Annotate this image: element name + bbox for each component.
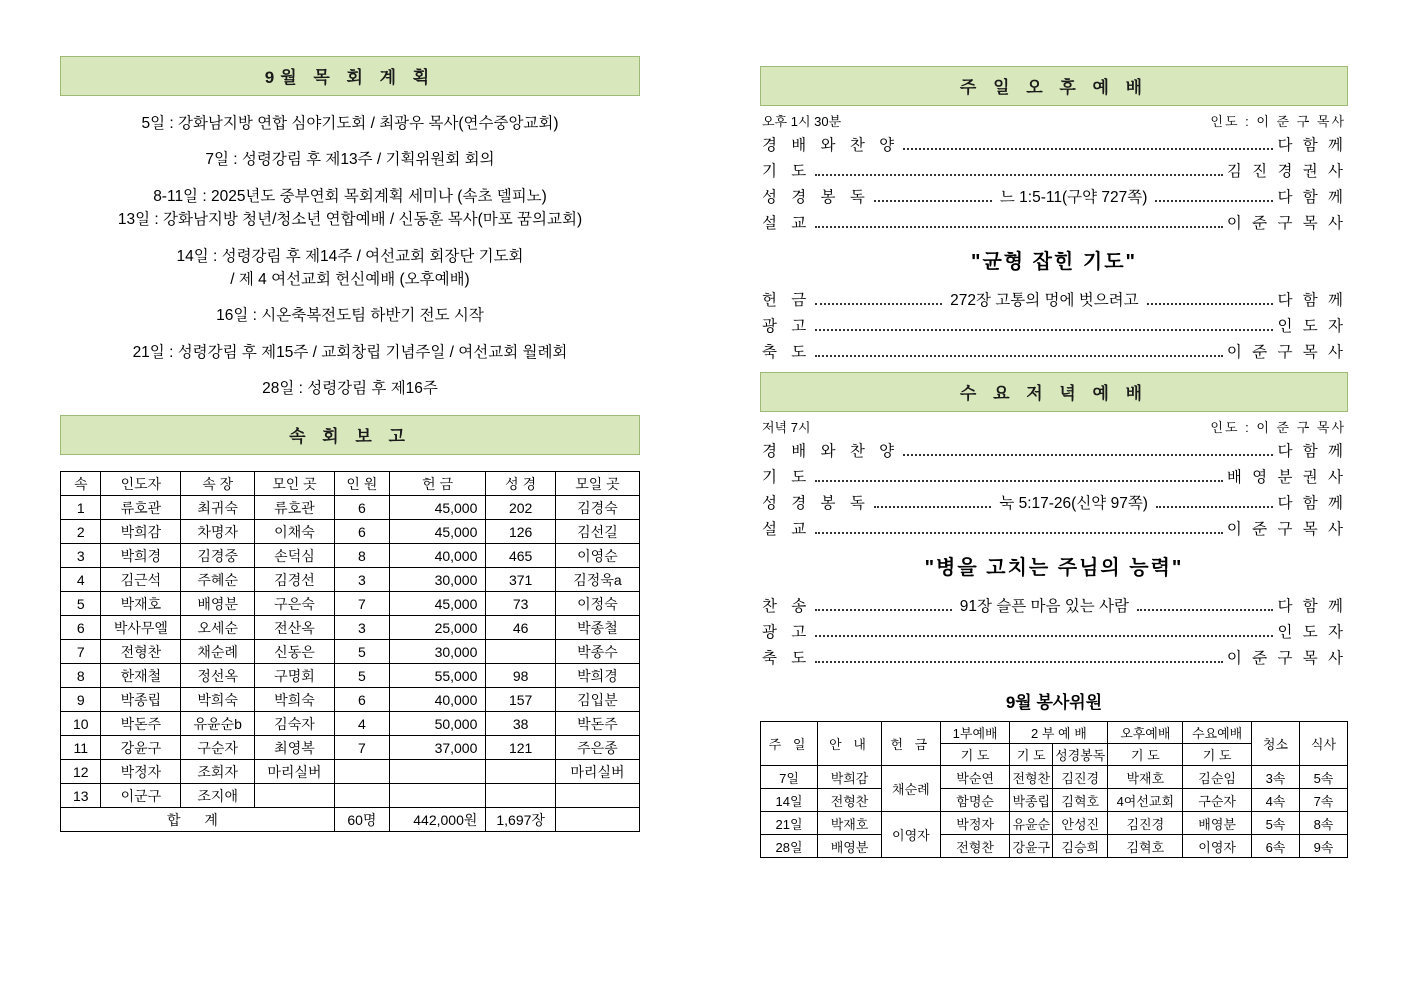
cell-offering: 25,000: [389, 616, 486, 640]
order-value: 이 준 구 목 사: [1226, 650, 1346, 667]
cell-next-place: 김선길: [555, 520, 639, 544]
cell-attendance: 6: [334, 688, 389, 712]
table-row: [61, 736, 640, 760]
cell-bible: 126: [486, 520, 556, 544]
col-second-prayer: 기 도: [1010, 744, 1053, 766]
sunday-service-time: 오후 1시 30분: [762, 114, 842, 129]
vol-afternoon: 4여선교회: [1108, 789, 1183, 812]
cell-no: 5: [61, 592, 101, 616]
plan-item: 7일 : 성령강림 후 제13주 / 기획위원회 회의: [205, 151, 495, 169]
cell-next-place: 마리실버: [555, 760, 639, 784]
order-value: 김 진 경 권 사: [1226, 163, 1346, 180]
order-line: [760, 592, 1348, 618]
cell-leader: 전형찬: [101, 640, 181, 664]
cell-met-place: 이채숙: [255, 520, 335, 544]
vol-day: 7일: [761, 766, 818, 789]
table-row: [61, 664, 640, 688]
vol-guide: 박희감: [818, 766, 882, 789]
col-sunday: 주 일: [761, 722, 818, 766]
cell-head: 오세순: [181, 616, 255, 640]
table-row: [61, 544, 640, 568]
col-afternoon-prayer: 기 도: [1108, 744, 1183, 766]
vol-second-reading: 김승희: [1053, 835, 1108, 858]
order-line: [760, 286, 1348, 312]
order-label: 경 배 와 찬 양: [762, 137, 900, 154]
cell-attendance: 5: [334, 664, 389, 688]
table-row: [61, 712, 640, 736]
vol-meal: 8속: [1299, 812, 1347, 835]
cell-attendance: 7: [334, 592, 389, 616]
dot-leader: [815, 480, 1223, 482]
col-offering: 헌 금: [389, 472, 486, 496]
table-row: [61, 616, 640, 640]
cell-met-place: 손덕심: [255, 544, 335, 568]
wednesday-service-leader: 인도 : 이 준 구 목사: [1210, 420, 1346, 435]
vol-afternoon: 김진경: [1108, 812, 1183, 835]
cell-offering: 40,000: [389, 544, 486, 568]
cell-leader: 박재호: [101, 592, 181, 616]
col-group-first-service: 1부예배: [940, 722, 1010, 744]
cell-head: 조지애: [181, 784, 255, 808]
col-attendance: 인 원: [334, 472, 389, 496]
dot-leader: [1155, 200, 1273, 202]
vol-clean: 4속: [1251, 789, 1299, 812]
cell-met-place: 김경선: [255, 568, 335, 592]
order-line: [760, 437, 1348, 463]
cell-offering: 55,000: [389, 664, 486, 688]
cell-no: 2: [61, 520, 101, 544]
vol-first-prayer: 함명순: [940, 789, 1010, 812]
table-row: [61, 592, 640, 616]
cell-bible: 98: [486, 664, 556, 688]
wednesday-service-header: 수 요 저 녁 예 배: [760, 372, 1348, 412]
cell-next-place: 박희경: [555, 664, 639, 688]
monthly-plan-list: [60, 114, 640, 398]
cell-head: 주혜순: [181, 568, 255, 592]
cell-no: 4: [61, 568, 101, 592]
cell-head: 김경중: [181, 544, 255, 568]
dot-leader: [1147, 303, 1274, 305]
cell-met-place: 마리실버: [255, 760, 335, 784]
vol-guide: 박재호: [818, 812, 882, 835]
vol-second-reading: 김혁호: [1053, 789, 1108, 812]
cell-next-place: 이영순: [555, 544, 639, 568]
cell-next-place: 김정욱a: [555, 568, 639, 592]
vol-wednesday: 구순자: [1183, 789, 1252, 812]
wednesday-service-meta: [760, 414, 1348, 437]
left-column: [60, 56, 640, 832]
cell-met-place: 김숙자: [255, 712, 335, 736]
vol-offering: 채순례: [882, 766, 941, 812]
vol-first-prayer: 전형찬: [940, 835, 1010, 858]
scripture-reference: 느 1:5-11(구약 727쪽): [999, 189, 1148, 206]
table-row: [761, 835, 1348, 858]
cell-no: 6: [61, 616, 101, 640]
vol-offering: 이영자: [882, 812, 941, 858]
total-attendance: 60명: [334, 808, 389, 832]
sunday-sermon-title: "균형 잡힌 기도": [971, 251, 1137, 273]
order-value: 인 도 자: [1277, 624, 1346, 641]
cell-offering: 30,000: [389, 568, 486, 592]
cell-next-place: 이정숙: [555, 592, 639, 616]
col-bible: 성 경: [486, 472, 556, 496]
cell-offering: [389, 784, 486, 808]
cell-next-place: 김입분: [555, 688, 639, 712]
order-value: 배 영 분 권 사: [1226, 469, 1346, 486]
col-wednesday-prayer: 기 도: [1183, 744, 1252, 766]
scripture-reference: 눅 5:17-26(신약 97쪽): [999, 495, 1148, 512]
order-label: 성 경 봉 독: [762, 495, 870, 512]
vol-meal: 5속: [1299, 766, 1347, 789]
dot-leader: [815, 303, 942, 305]
cell-attendance: 8: [334, 544, 389, 568]
vol-clean: 5속: [1251, 812, 1299, 835]
col-offering: 헌 금: [882, 722, 941, 766]
order-value: 다 함 께: [1277, 598, 1347, 615]
cell-bible: 371: [486, 568, 556, 592]
cell-bible: 38: [486, 712, 556, 736]
order-line: [760, 183, 1348, 209]
cell-bible: 121: [486, 736, 556, 760]
vol-second-reading: 안성진: [1053, 812, 1108, 835]
order-line: [760, 644, 1348, 670]
cell-offering: [389, 760, 486, 784]
order-label: 축 도: [762, 650, 812, 667]
cell-met-place: 류호관: [255, 496, 335, 520]
cell-leader: 류호관: [101, 496, 181, 520]
order-line: [760, 131, 1348, 157]
cell-met-place: 구명회: [255, 664, 335, 688]
cell-report-header: 속 회 보 고: [60, 415, 640, 455]
wednesday-service-order: [760, 414, 1348, 670]
table-row: [61, 496, 640, 520]
hymn-reference: 272장 고통의 멍에 벗으려고: [950, 292, 1139, 309]
total-bible: 1,697장: [486, 808, 556, 832]
order-label: 기 도: [762, 469, 812, 486]
order-line: [760, 157, 1348, 183]
plan-item: 16일 : 시온축복전도팀 하반기 전도 시작: [216, 307, 484, 325]
order-label: 성 경 봉 독: [762, 189, 870, 206]
cell-bible: 157: [486, 688, 556, 712]
cell-no: 7: [61, 640, 101, 664]
dot-leader: [815, 635, 1273, 637]
cell-report-table-wrap: [60, 471, 640, 832]
vol-afternoon: 박재호: [1108, 766, 1183, 789]
col-group-afternoon-service: 오후예배: [1108, 722, 1183, 744]
cell-leader: 박희경: [101, 544, 181, 568]
cell-offering: 37,000: [389, 736, 486, 760]
cell-offering: 45,000: [389, 496, 486, 520]
table-row: [761, 766, 1348, 789]
cell-attendance: 3: [334, 568, 389, 592]
cell-no: 8: [61, 664, 101, 688]
section-spacer: [760, 364, 1348, 372]
plan-item: 28일 : 성령강림 후 제16주: [262, 380, 438, 397]
cell-offering: 45,000: [389, 592, 486, 616]
cell-head: 차명자: [181, 520, 255, 544]
table-total-row: [61, 808, 640, 832]
dot-leader: [815, 174, 1223, 176]
col-met-place: 모인 곳: [255, 472, 335, 496]
cell-next-place: 박종수: [555, 640, 639, 664]
vol-first-prayer: 박정자: [940, 812, 1010, 835]
col-no: 속: [61, 472, 101, 496]
table-row: [61, 784, 640, 808]
cell-attendance: 6: [334, 496, 389, 520]
col-leader: 인도자: [101, 472, 181, 496]
cell-head: 유윤순b: [181, 712, 255, 736]
dot-leader: [903, 148, 1273, 150]
order-value: 인 도 자: [1277, 318, 1346, 335]
table-row: [761, 789, 1348, 812]
col-cleaning: 청소: [1251, 722, 1299, 766]
vol-wednesday: 김순임: [1183, 766, 1252, 789]
cell-bible: [486, 760, 556, 784]
vol-second-prayer: 유윤순: [1010, 812, 1053, 835]
order-line: [760, 489, 1348, 515]
table-row: [61, 568, 640, 592]
cell-met-place: 최영복: [255, 736, 335, 760]
cell-attendance: 3: [334, 616, 389, 640]
cell-head: 최귀숙: [181, 496, 255, 520]
vol-first-prayer: 박순연: [940, 766, 1010, 789]
order-value: 다 함 께: [1277, 137, 1346, 154]
cell-head: 채순례: [181, 640, 255, 664]
table-row: [761, 812, 1348, 835]
cell-leader: 박종립: [101, 688, 181, 712]
plan-item: 5일 : 강화남지방 연합 심야기도회 / 최광우 목사(연수중앙교회): [141, 115, 559, 132]
order-label: 헌 금: [762, 292, 812, 309]
volunteers-header-row-1: [761, 722, 1348, 744]
order-label: 경 배 와 찬 양: [762, 443, 900, 460]
cell-leader: 박희감: [101, 520, 181, 544]
cell-head: 배영분: [181, 592, 255, 616]
cell-no: 3: [61, 544, 101, 568]
cell-bible: [486, 784, 556, 808]
col-group-wednesday-service: 수요예배: [1183, 722, 1252, 744]
order-line: [760, 209, 1348, 235]
wednesday-service-time: 저녁 7시: [762, 420, 811, 435]
cell-bible: 202: [486, 496, 556, 520]
plan-item: 14일 : 성령강림 후 제14주 / 여선교회 회장단 기도회: [176, 247, 524, 265]
total-label: 합 계: [61, 808, 335, 832]
order-value: 다 함 께: [1277, 495, 1346, 512]
wednesday-sermon-title: "병을 고치는 주님의 능력": [924, 557, 1184, 579]
order-line: [760, 312, 1348, 338]
col-meal: 식사: [1299, 722, 1347, 766]
col-second-reading: 성경봉독: [1053, 744, 1108, 766]
cell-next-place: [555, 784, 639, 808]
vol-meal: 9속: [1299, 835, 1347, 858]
plan-subitem: / 제 4 여선교회 헌신예배 (오후예배): [230, 270, 470, 288]
cell-no: 13: [61, 784, 101, 808]
plan-item: 21일 : 성령강림 후 제15주 / 교회창립 기념주일 / 여선교회 월례회: [132, 343, 568, 361]
col-next-place: 모일 곳: [555, 472, 639, 496]
cell-bible: [486, 640, 556, 664]
order-label: 광 고: [762, 318, 812, 335]
dot-leader: [815, 661, 1223, 663]
col-guide: 안 내: [818, 722, 882, 766]
cell-attendance: 5: [334, 640, 389, 664]
vol-second-prayer: 강윤구: [1010, 835, 1053, 858]
vol-day: 14일: [761, 789, 818, 812]
volunteers-table: [760, 721, 1348, 858]
hymn-reference: 91장 슬픈 마음 있는 사람: [959, 598, 1129, 615]
vol-second-prayer: 전형찬: [1010, 766, 1053, 789]
table-header-row: [61, 472, 640, 496]
vol-second-prayer: 박종립: [1010, 789, 1053, 812]
plan-item: 8-11일 : 2025년도 중부연회 목회계획 세미나 (속초 델피노): [153, 187, 547, 205]
cell-bible: 73: [486, 592, 556, 616]
dot-leader: [1156, 506, 1274, 508]
vol-second-reading: 김진경: [1053, 766, 1108, 789]
cell-bible: 465: [486, 544, 556, 568]
vol-wednesday: 배영분: [1183, 812, 1252, 835]
table-row: [61, 640, 640, 664]
cell-head: 박희숙: [181, 688, 255, 712]
total-offering: 442,000원: [389, 808, 486, 832]
col-group-second-service: 2 부 예 배: [1010, 722, 1108, 744]
table-row: [61, 520, 640, 544]
order-line: [760, 618, 1348, 644]
cell-met-place: 신동은: [255, 640, 335, 664]
dot-leader: [815, 329, 1273, 331]
total-blank: [555, 808, 639, 832]
cell-no: 10: [61, 712, 101, 736]
col-head: 속 장: [181, 472, 255, 496]
cell-offering: 45,000: [389, 520, 486, 544]
vol-day: 28일: [761, 835, 818, 858]
cell-bible: 46: [486, 616, 556, 640]
dot-leader: [815, 226, 1223, 228]
order-line: [760, 338, 1348, 364]
order-value: 이 준 구 목 사: [1226, 344, 1346, 361]
order-label: 설 교: [762, 521, 812, 538]
cell-attendance: [334, 784, 389, 808]
order-label: 찬 송: [762, 598, 812, 615]
monthly-plan-header: 9월 목 회 계 획: [60, 56, 640, 96]
sunday-service-order: [760, 108, 1348, 364]
cell-no: 12: [61, 760, 101, 784]
order-value: 다 함 께: [1277, 189, 1347, 206]
cell-no: 9: [61, 688, 101, 712]
dot-leader: [815, 609, 951, 611]
sunday-service-header: 주 일 오 후 예 배: [760, 66, 1348, 106]
cell-next-place: 주은종: [555, 736, 639, 760]
order-line: [760, 515, 1348, 541]
cell-met-place: 박희숙: [255, 688, 335, 712]
order-line: [760, 463, 1348, 489]
vol-day: 21일: [761, 812, 818, 835]
dot-leader: [903, 454, 1273, 456]
order-label: 축 도: [762, 344, 812, 361]
dot-leader: [1137, 609, 1273, 611]
cell-head: 조회자: [181, 760, 255, 784]
cell-attendance: [334, 760, 389, 784]
vol-guide: 배영분: [818, 835, 882, 858]
vol-wednesday: 이영자: [1183, 835, 1252, 858]
vol-clean: 6속: [1251, 835, 1299, 858]
dot-leader: [874, 200, 992, 202]
order-value: 이 준 구 목 사: [1226, 215, 1346, 232]
order-value: 이 준 구 목 사: [1226, 521, 1346, 538]
cell-met-place: 전산옥: [255, 616, 335, 640]
table-row: [61, 760, 640, 784]
cell-leader: 강윤구: [101, 736, 181, 760]
cell-leader: 한재철: [101, 664, 181, 688]
table-row: [61, 688, 640, 712]
vol-clean: 3속: [1251, 766, 1299, 789]
order-label: 기 도: [762, 163, 812, 180]
cell-next-place: 박돈주: [555, 712, 639, 736]
dot-leader: [815, 532, 1223, 534]
cell-leader: 이군구: [101, 784, 181, 808]
volunteers-title: 9월 봉사위원: [1005, 693, 1103, 712]
order-label: 설 교: [762, 215, 812, 232]
dot-leader: [874, 506, 992, 508]
cell-next-place: 김경숙: [555, 496, 639, 520]
vol-afternoon: 김혁호: [1108, 835, 1183, 858]
cell-head: 정선옥: [181, 664, 255, 688]
vol-guide: 전형찬: [818, 789, 882, 812]
cell-report-table: [60, 471, 640, 832]
cell-leader: 박사무엘: [101, 616, 181, 640]
cell-met-place: 구은숙: [255, 592, 335, 616]
plan-item: 13일 : 강화남지방 청년/청소년 연합예배 / 신동훈 목사(마포 꿈의교회): [117, 211, 583, 229]
sunday-service-meta: [760, 108, 1348, 131]
cell-no: 1: [61, 496, 101, 520]
order-value: 다 함 께: [1277, 292, 1347, 309]
cell-leader: 박돈주: [101, 712, 181, 736]
cell-no: 11: [61, 736, 101, 760]
cell-head: 구순자: [181, 736, 255, 760]
cell-leader: 김근석: [101, 568, 181, 592]
cell-leader: 박정자: [101, 760, 181, 784]
cell-attendance: 7: [334, 736, 389, 760]
right-column: [760, 66, 1348, 858]
sunday-service-leader: 인도 : 이 준 구 목사: [1210, 114, 1346, 129]
cell-offering: 30,000: [389, 640, 486, 664]
cell-next-place: 박종철: [555, 616, 639, 640]
col-first-prayer: 기 도: [940, 744, 1010, 766]
dot-leader: [815, 355, 1223, 357]
cell-offering: 40,000: [389, 688, 486, 712]
vol-meal: 7속: [1299, 789, 1347, 812]
cell-offering: 50,000: [389, 712, 486, 736]
order-label: 광 고: [762, 624, 812, 641]
cell-attendance: 6: [334, 520, 389, 544]
cell-attendance: 4: [334, 712, 389, 736]
cell-met-place: [255, 784, 335, 808]
order-value: 다 함 께: [1277, 443, 1346, 460]
